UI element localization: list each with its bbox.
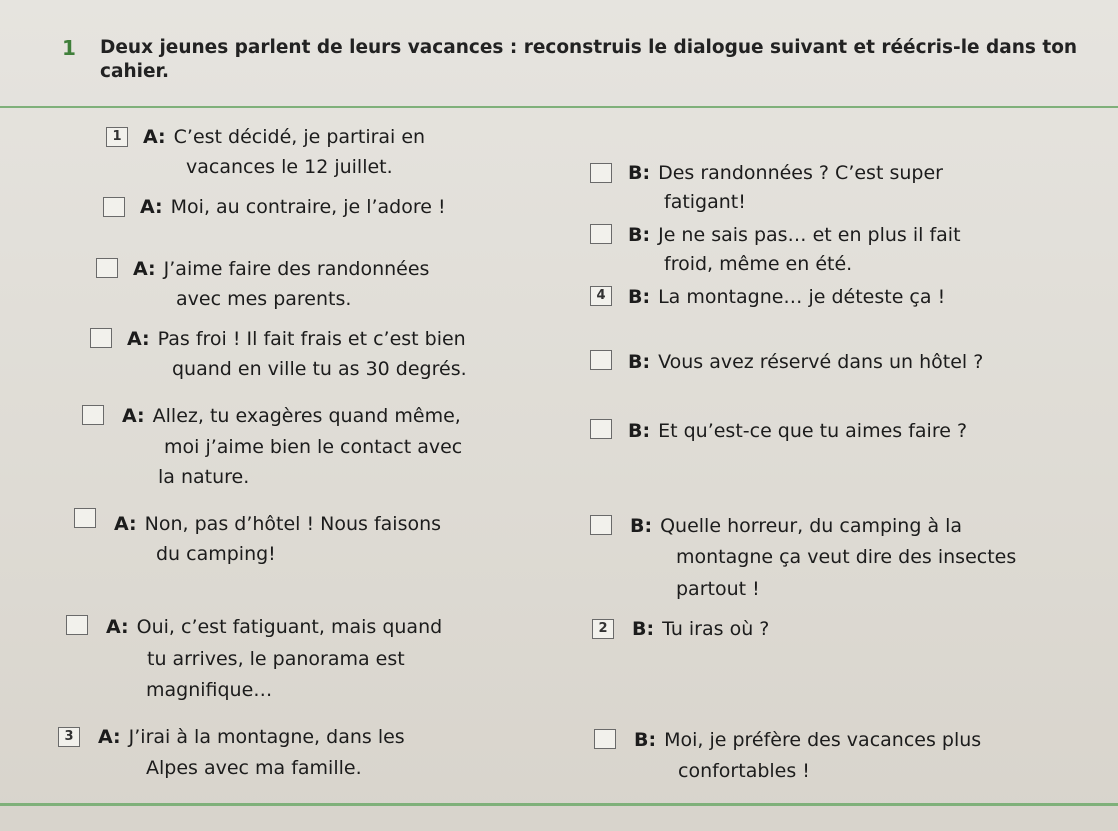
speaker-label: A: [98, 726, 121, 748]
order-box[interactable] [590, 515, 612, 535]
dialogue-line: avec mes parents. [176, 288, 352, 310]
dialogue-line [140, 194, 446, 220]
frame-bottom-rule [0, 803, 1118, 806]
line-text: Non, pas d’hôtel ! Nous faisons [144, 513, 442, 535]
speaker-label: A: [114, 513, 137, 535]
order-box[interactable] [594, 729, 616, 749]
dialogue-line: moi j’aime bien le contact avec [164, 436, 463, 458]
speaker-label: A: [106, 616, 129, 638]
dialogue-line: quand en ville tu as 30 degrés. [172, 358, 467, 380]
dialogue-line: froid, même en été. [664, 253, 853, 275]
speaker-label: B: [634, 729, 657, 751]
dialogue-line [630, 513, 962, 539]
order-box[interactable] [66, 615, 88, 635]
line-text: Allez, tu exagères quand même, [152, 405, 461, 427]
speaker-label: B: [630, 515, 653, 537]
dialogue-line: partout ! [676, 578, 760, 600]
order-box[interactable] [90, 328, 112, 348]
line-text: J’aime faire des randonnées [163, 258, 430, 280]
frame-top-rule [0, 106, 1118, 108]
dialogue-line [628, 222, 961, 248]
dialogue-line [628, 160, 943, 186]
line-text: Pas froi ! Il fait frais et c’est bien [157, 328, 466, 350]
order-box[interactable] [96, 258, 118, 278]
line-text: C’est décidé, je partirai en [173, 126, 426, 148]
line-text: Oui, c’est fatiguant, mais quand [136, 616, 443, 638]
dialogue-line: fatigant! [664, 191, 746, 213]
speaker-label: B: [628, 351, 651, 373]
exercise-number: 1 [62, 36, 76, 60]
order-box[interactable] [590, 163, 612, 183]
dialogue-line [634, 727, 981, 753]
dialogue-line [122, 403, 461, 429]
order-box[interactable]: 4 [590, 286, 612, 306]
line-text: Des randonnées ? C’est super [658, 162, 943, 184]
dialogue-line: Alpes avec ma famille. [146, 757, 362, 779]
dialogue-line [114, 511, 441, 537]
dialogue-line: la nature. [158, 466, 250, 488]
instruction-text: Deux jeunes parlent de leurs vacances : reconstruis le dialogue suivant et réécris-le dans ton cahier. [100, 37, 1078, 82]
dialogue-line [143, 124, 425, 150]
line-text: J’irai à la montagne, dans les [128, 726, 405, 748]
dialogue-line [133, 256, 429, 282]
order-box[interactable] [103, 197, 125, 217]
dialogue-line: confortables ! [678, 760, 810, 782]
speaker-label: A: [127, 328, 150, 350]
exercise-instruction [62, 36, 1098, 84]
line-text: Moi, au contraire, je l’adore ! [170, 196, 446, 218]
line-text: Tu iras où ? [662, 618, 770, 640]
line-text: Quelle horreur, du camping à la [660, 515, 963, 537]
order-box[interactable]: 1 [106, 127, 128, 147]
order-box[interactable]: 3 [58, 727, 80, 747]
speaker-label: A: [143, 126, 166, 148]
line-text: Et qu’est-ce que tu aimes faire ? [658, 420, 968, 442]
dialogue-line: tu arrives, le panorama est [147, 648, 405, 670]
line-text: Je ne sais pas… et en plus il fait [658, 224, 961, 246]
dialogue-line: montagne ça veut dire des insectes [676, 546, 1017, 568]
speaker-label: B: [628, 162, 651, 184]
speaker-label: B: [632, 618, 655, 640]
dialogue-line [98, 724, 405, 750]
dialogue-line [628, 418, 967, 444]
dialogue-line: vacances le 12 juillet. [186, 156, 393, 178]
order-box[interactable]: 2 [592, 619, 614, 639]
order-box[interactable] [82, 405, 104, 425]
line-text: Vous avez réservé dans un hôtel ? [658, 351, 984, 373]
speaker-label: B: [628, 286, 651, 308]
speaker-label: A: [140, 196, 163, 218]
dialogue-line [127, 326, 466, 352]
speaker-label: A: [122, 405, 145, 427]
order-box[interactable] [74, 508, 96, 528]
dialogue-line [628, 349, 983, 375]
dialogue-line: du camping! [156, 543, 276, 565]
dialogue-line [632, 616, 769, 642]
speaker-label: B: [628, 420, 651, 442]
dialogue-line [106, 614, 442, 640]
order-box[interactable] [590, 224, 612, 244]
dialogue-line: magnifique… [146, 679, 273, 701]
order-box[interactable] [590, 419, 612, 439]
dialogue-line [628, 284, 945, 310]
speaker-label: B: [628, 224, 651, 246]
order-box[interactable] [590, 350, 612, 370]
line-text: Moi, je préfère des vacances plus [664, 729, 982, 751]
speaker-label: A: [133, 258, 156, 280]
line-text: La montagne… je déteste ça ! [658, 286, 946, 308]
